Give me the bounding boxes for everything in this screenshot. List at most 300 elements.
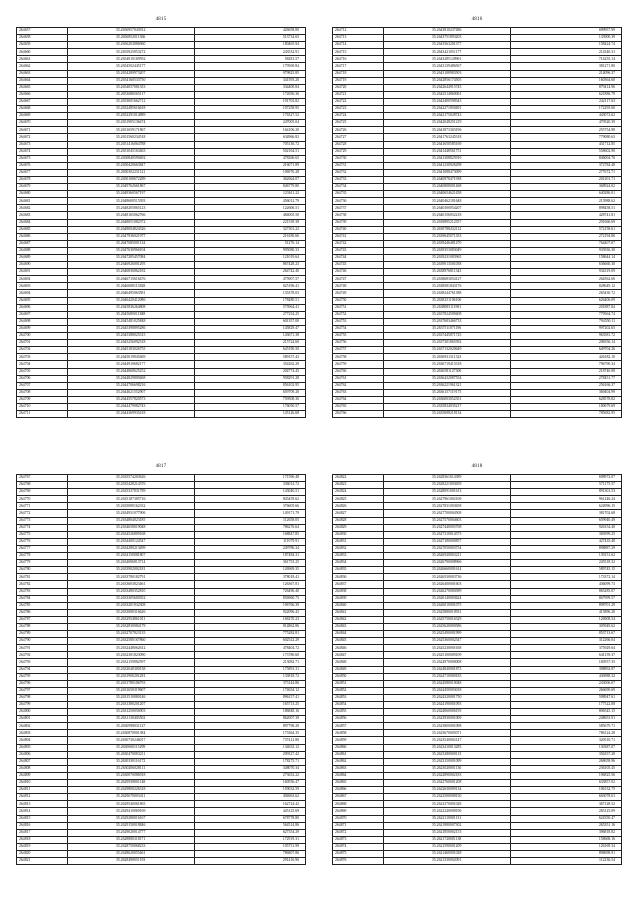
coordinate-cell: 35.2632040300138 — [67, 666, 194, 673]
value-cell: 107258.95 — [194, 106, 306, 113]
point-id-cell: 264822 — [333, 475, 384, 482]
table-row — [17, 645, 306, 652]
coordinate-cell: 35.2635834035217 — [383, 403, 510, 410]
point-id-cell: 264709 — [17, 396, 68, 403]
table-row — [17, 772, 306, 779]
table-row — [17, 503, 306, 510]
quadrant-bottom-left — [16, 464, 306, 889]
table-row — [333, 219, 622, 226]
coordinate-cell: 35.2638085111981 — [383, 304, 510, 311]
table-row — [17, 709, 306, 716]
coordinate-cell: 35.2646926001295 — [67, 262, 194, 269]
point-id-cell: 264779 — [17, 560, 68, 567]
table-row — [17, 148, 306, 155]
table-row — [17, 545, 306, 552]
value-cell: 428741.81 — [510, 212, 622, 219]
value-cell: 381702.68 — [510, 510, 622, 517]
coordinate-cell: 35.2630998031127 — [67, 723, 194, 730]
point-id-cell: 264741 — [333, 233, 384, 240]
value-cell: 794550.11 — [510, 318, 622, 325]
value-cell: 641159.37 — [510, 652, 622, 659]
point-id-cell: 264788 — [17, 623, 68, 630]
coordinate-cell: 35.2626140003624 — [383, 595, 510, 602]
coordinate-cell: 35.2649360567197 — [67, 191, 194, 198]
value-cell: 376605.66 — [194, 503, 306, 510]
value-cell: 737412.80 — [194, 737, 306, 744]
value-cell: 243532.91 — [194, 49, 306, 56]
table-row — [333, 801, 622, 808]
value-cell: 698972.07 — [510, 475, 622, 482]
point-id-cell: 264745 — [333, 262, 384, 269]
point-id-cell: 264813 — [17, 801, 68, 808]
coordinate-cell: 35.2623540002147 — [383, 737, 510, 744]
coordinate-cell: 35.2633201932308 — [67, 602, 194, 609]
coordinate-cell: 35.2629020014777 — [67, 829, 194, 836]
coordinate-cell: 35.2637132020649 — [383, 347, 510, 354]
point-id-cell: 264736 — [333, 198, 384, 205]
coordinate-cell: 35.2648004824326 — [67, 226, 194, 233]
table-row — [333, 780, 622, 787]
coordinate-cell: 35.2644910682177 — [67, 361, 194, 368]
table-row — [333, 808, 622, 815]
value-cell: 427435.48 — [510, 538, 622, 545]
point-id-cell: 264859 — [333, 737, 384, 744]
point-id-cell: 264862 — [333, 758, 384, 765]
table-row — [17, 517, 306, 524]
table-row — [333, 226, 622, 233]
coordinate-cell: 35.2626790008966 — [383, 560, 510, 567]
value-cell: 602522.29 — [194, 638, 306, 645]
table-row — [333, 836, 622, 843]
table-row — [333, 545, 622, 552]
value-cell: 786124.28 — [510, 730, 622, 737]
coordinate-cell: 35.2650420663847 — [67, 162, 194, 169]
coordinate-cell: 35.2638344761388 — [383, 290, 510, 297]
table-row — [333, 325, 622, 332]
coordinate-cell: 35.2629938801148 — [67, 780, 194, 787]
table-row — [333, 694, 622, 701]
table-row — [333, 702, 622, 709]
coordinate-cell: 35.2625100009109 — [383, 652, 510, 659]
point-id-cell: 264838 — [333, 588, 384, 595]
point-id-cell: 264734 — [333, 184, 384, 191]
value-cell: 856102.95 — [194, 382, 306, 389]
value-cell: 396818.82 — [510, 829, 622, 836]
value-cell: 714255.14 — [510, 56, 622, 63]
point-id-cell: 264727 — [333, 134, 384, 141]
value-cell: 585679.71 — [510, 723, 622, 730]
point-id-cell: 264661 — [17, 56, 68, 63]
coordinate-cell: 35.2628620055461 — [67, 850, 194, 857]
table-row — [17, 482, 306, 489]
value-cell: 273652.22 — [194, 772, 306, 779]
table-row — [17, 496, 306, 503]
table-row — [17, 354, 306, 361]
table-row — [333, 169, 622, 176]
table-row — [333, 765, 622, 772]
coordinate-cell: 35.2633603823461 — [67, 581, 194, 588]
value-cell: 139151.62 — [510, 553, 622, 560]
coordinate-cell: 35.2628221003659 — [383, 482, 510, 489]
value-cell: 172656.36 — [194, 91, 306, 98]
coordinate-cell: 35.2624840001873 — [383, 666, 510, 673]
coordinate-cell: 35.2654502445177 — [67, 63, 194, 70]
point-id-cell: 264738 — [333, 212, 384, 219]
point-id-cell: 264793 — [17, 659, 68, 666]
coordinate-cell: 35.2630600115299 — [67, 744, 194, 751]
value-cell: 445125.69 — [194, 808, 306, 815]
point-id-cell: 264692 — [17, 276, 68, 283]
value-cell: 398892.87 — [510, 666, 622, 673]
value-cell: 172919.31 — [194, 836, 306, 843]
point-id-cell: 264857 — [333, 723, 384, 730]
coordinate-cell: 35.2656852011366 — [67, 35, 194, 42]
table-row — [333, 531, 622, 538]
coordinate-cell: 35.2622890002183 — [383, 772, 510, 779]
value-cell: 159032.59 — [194, 787, 306, 794]
table-row — [17, 524, 306, 531]
value-cell: 204774.45 — [194, 368, 306, 375]
point-id-cell: 264708 — [17, 389, 68, 396]
point-id-cell: 264715 — [333, 49, 384, 56]
point-id-cell: 264749 — [333, 290, 384, 297]
value-cell: 558602.90 — [510, 148, 622, 155]
coordinate-cell: 35.2623670005071 — [383, 730, 510, 737]
value-cell: 997202.65 — [510, 325, 622, 332]
value-cell: 368924.02 — [510, 184, 622, 191]
value-cell: 215724.60 — [194, 340, 306, 347]
point-id-cell: 264805 — [17, 744, 68, 751]
quadrant-bottom-right — [332, 464, 622, 889]
table-row — [17, 226, 306, 233]
table-row — [333, 482, 622, 489]
table-row — [17, 702, 306, 709]
table-row — [17, 829, 306, 836]
coordinate-cell: 35.2647685001134 — [67, 240, 194, 247]
coordinate-cell: 35.2648051082372 — [67, 219, 194, 226]
coordinate-cell: 35.2623150001099 — [383, 758, 510, 765]
point-id-cell: 264673 — [17, 141, 68, 148]
coordinate-cell: 35.2633902002181 — [67, 567, 194, 574]
table-row — [17, 744, 306, 751]
value-cell: 856960.75 — [194, 595, 306, 602]
coordinate-cell: 35.2635574203626 — [67, 475, 194, 482]
coordinate-cell: 35.2651905136474 — [67, 120, 194, 127]
point-id-cell: 264683 — [17, 212, 68, 219]
value-cell: 175891.31 — [194, 666, 306, 673]
table-row — [333, 744, 622, 751]
coordinate-cell: 35.2652485616618 — [67, 106, 194, 113]
point-id-cell: 264660 — [17, 49, 68, 56]
coordinate-cell: 35.2641650585169 — [383, 141, 510, 148]
coordinate-cell: 35.2630870001384 — [67, 730, 194, 737]
point-id-cell: 264672 — [17, 134, 68, 141]
coordinate-cell: 35.2631380201207 — [67, 702, 194, 709]
point-id-cell: 264733 — [333, 176, 384, 183]
value-cell: 196825.56 — [510, 772, 622, 779]
coordinate-cell: 35.2627050003754 — [383, 545, 510, 552]
value-cell: 502164.51 — [194, 148, 306, 155]
point-id-cell: 264735 — [333, 191, 384, 198]
point-id-cell: 264801 — [17, 716, 68, 723]
value-cell: 196766.39 — [194, 602, 306, 609]
point-id-cell: 264823 — [333, 482, 384, 489]
coordinate-cell: 35.2644621552907 — [67, 389, 194, 396]
table-row — [333, 262, 622, 269]
value-cell: 168847.85 — [194, 531, 306, 538]
coordinate-cell: 35.2622110001131 — [383, 815, 510, 822]
point-id-cell: 264666 — [17, 91, 68, 98]
table-row — [17, 113, 306, 120]
table-row — [333, 574, 622, 581]
point-id-cell: 264695 — [17, 297, 68, 304]
coordinate-cell: 35.2623410013285 — [383, 744, 510, 751]
coordinate-table — [16, 27, 306, 418]
coordinate-cell: 35.2642400598343 — [383, 98, 510, 105]
value-cell: 165713.25 — [194, 702, 306, 709]
coordinate-cell: 35.2643751893203 — [383, 35, 510, 42]
table-row — [333, 162, 622, 169]
point-id-cell: 264765 — [333, 403, 384, 410]
value-cell: 415896.20 — [510, 609, 622, 616]
coordinate-cell: 35.2637445871725 — [383, 333, 510, 340]
coordinate-cell: 35.2621980007302 — [383, 822, 510, 829]
point-id-cell: 264675 — [17, 155, 68, 162]
point-id-cell: 264839 — [333, 595, 384, 602]
table-row — [333, 269, 622, 276]
table-row — [17, 680, 306, 687]
coordinate-cell: 35.2632448062612 — [67, 645, 194, 652]
table-row — [17, 382, 306, 389]
point-id-cell: 264771 — [17, 503, 68, 510]
value-cell: 126169.34 — [510, 843, 622, 850]
coordinate-cell: 35.2634006813714 — [67, 560, 194, 567]
table-row — [17, 716, 306, 723]
table-row — [333, 850, 622, 857]
point-id-cell: 264866 — [333, 787, 384, 794]
value-cell: 266690.69 — [510, 687, 622, 694]
coordinate-cell: 35.2651416064788 — [67, 141, 194, 148]
value-cell: 123611.22 — [194, 191, 306, 198]
coordinate-cell: 35.2635428214376 — [67, 482, 194, 489]
value-cell: 627354.29 — [194, 829, 306, 836]
value-cell: 626406.09 — [510, 297, 622, 304]
coordinate-cell: 35.2626920003211 — [383, 553, 510, 560]
value-cell: 130387.07 — [510, 744, 622, 751]
point-id-cell: 264770 — [17, 496, 68, 503]
value-cell: 145829.47 — [194, 325, 306, 332]
table-row — [333, 198, 622, 205]
point-id-cell: 264865 — [333, 780, 384, 787]
value-cell: 143046.51 — [194, 489, 306, 496]
point-id-cell: 264698 — [17, 318, 68, 325]
coordinate-cell: 35.2630070086918 — [67, 772, 194, 779]
value-cell: 247005.04 — [194, 120, 306, 127]
value-cell: 221539.39 — [194, 219, 306, 226]
point-id-cell: 264689 — [17, 255, 68, 262]
coordinate-cell: 35.2654160533750 — [67, 77, 194, 84]
point-id-cell: 264808 — [17, 765, 68, 772]
coordinate-cell: 35.2626270000589 — [383, 588, 510, 595]
coordinate-cell: 35.2622630009134 — [383, 787, 510, 794]
point-id-cell: 264804 — [17, 737, 68, 744]
coordinate-cell: 35.2638251106106 — [383, 297, 510, 304]
value-cell: 759508.30 — [194, 396, 306, 403]
coordinate-cell: 35.2640462181648 — [383, 198, 510, 205]
coordinate-cell: 35.2628750068233 — [67, 843, 194, 850]
table-row — [333, 403, 622, 410]
coordinate-cell: 35.2651045163463 — [67, 148, 194, 155]
value-cell: 699957.99 — [510, 28, 622, 35]
value-cell: 494663.62 — [194, 794, 306, 801]
value-cell: 58281.57 — [194, 56, 306, 63]
value-cell: 243006.07 — [510, 680, 622, 687]
coordinate-table — [16, 474, 306, 865]
coordinate-cell: 35.2642644915745 — [383, 84, 510, 91]
point-id-cell: 264799 — [17, 702, 68, 709]
table-row — [333, 638, 622, 645]
point-id-cell: 264746 — [333, 269, 384, 276]
table-row — [333, 233, 622, 240]
table-row — [333, 255, 622, 262]
point-id-cell: 264753 — [333, 318, 384, 325]
coordinate-cell: 35.2632830084179 — [67, 623, 194, 630]
value-cell: 106132.75 — [510, 787, 622, 794]
value-cell: 436099.73 — [510, 581, 622, 588]
point-id-cell: 264811 — [17, 787, 68, 794]
table-row — [17, 233, 306, 240]
value-cell: 180679.69 — [510, 403, 622, 410]
table-row — [333, 645, 622, 652]
table-row — [17, 673, 306, 680]
table-row — [333, 538, 622, 545]
point-id-cell: 264764 — [333, 396, 384, 403]
table-row — [17, 56, 306, 63]
coordinate-cell: 35.2637824509408 — [383, 311, 510, 318]
coordinate-cell: 35.2639446481470 — [383, 240, 510, 247]
point-id-cell: 264830 — [333, 531, 384, 538]
coordinate-cell: 35.2634931077906 — [67, 510, 194, 517]
point-id-cell: 264789 — [17, 631, 68, 638]
value-cell: 176050.57 — [194, 403, 306, 410]
point-id-cell: 264707 — [17, 382, 68, 389]
point-id-cell: 264755 — [333, 333, 384, 340]
coordinate-cell: 35.2622370001028 — [383, 801, 510, 808]
value-cell: 624350.47 — [510, 815, 622, 822]
point-id-cell: 264845 — [333, 638, 384, 645]
coordinate-cell: 35.2625620000586 — [383, 623, 510, 630]
value-cell: 213082.71 — [194, 659, 306, 666]
point-id-cell: 264742 — [333, 240, 384, 247]
point-id-cell: 264681 — [17, 198, 68, 205]
point-id-cell: 264820 — [17, 850, 68, 857]
value-cell: 764407.07 — [510, 240, 622, 247]
value-cell: 678778.80 — [194, 815, 306, 822]
value-cell: 158668.16 — [510, 836, 622, 843]
value-cell: 264562.60 — [510, 276, 622, 283]
point-id-cell: 264828 — [333, 517, 384, 524]
point-id-cell: 264834 — [333, 560, 384, 567]
value-cell: 879414.96 — [510, 84, 622, 91]
point-id-cell: 264769 — [17, 489, 68, 496]
table-row — [333, 758, 622, 765]
point-id-cell: 264861 — [333, 751, 384, 758]
point-id-cell: 264875 — [333, 850, 384, 857]
value-cell: 126908.54 — [510, 616, 622, 623]
value-cell: 979825.85 — [194, 70, 306, 77]
table-row — [333, 49, 622, 56]
point-id-cell: 264691 — [17, 269, 68, 276]
point-id-cell: 264766 — [333, 411, 384, 418]
coordinate-cell: 35.2650840590492 — [67, 155, 194, 162]
coordinate-cell: 35.2632707823135 — [67, 631, 194, 638]
table-row — [17, 602, 306, 609]
point-id-cell: 264678 — [17, 176, 68, 183]
table-row — [17, 290, 306, 297]
value-cell: 853713.67 — [510, 631, 622, 638]
value-cell: 179569.84 — [194, 63, 306, 70]
coordinate-cell: 35.2654057081353 — [67, 84, 194, 91]
coordinate-cell: 35.2623930001009 — [383, 716, 510, 723]
table-row — [17, 191, 306, 198]
table-row — [333, 304, 622, 311]
table-row — [17, 411, 306, 418]
coordinate-cell: 35.2632159882597 — [67, 659, 194, 666]
coordinate-cell: 35.2628880318171 — [67, 836, 194, 843]
table-row — [333, 375, 622, 382]
value-cell: 158424.74 — [510, 42, 622, 49]
value-cell: 634966.82 — [194, 134, 306, 141]
value-cell: 172295.60 — [510, 106, 622, 113]
point-id-cell: 264716 — [333, 56, 384, 63]
value-cell: 958291.28 — [194, 375, 306, 382]
coordinate-cell: 35.2634280213499 — [67, 545, 194, 552]
point-id-cell: 264775 — [17, 531, 68, 538]
point-id-cell: 264874 — [333, 843, 384, 850]
point-id-cell: 264870 — [333, 815, 384, 822]
point-id-cell: 264700 — [17, 333, 68, 340]
value-cell: 245518.32 — [510, 560, 622, 567]
coordinate-cell: 35.2634804023185 — [67, 517, 194, 524]
value-cell: 216071.89 — [194, 162, 306, 169]
value-cell: 845459.62 — [194, 496, 306, 503]
point-id-cell: 264717 — [333, 63, 384, 70]
coordinate-cell: 35.2630330116172 — [67, 758, 194, 765]
value-cell: 201201.71 — [510, 176, 622, 183]
coordinate-cell: 35.2628490051193 — [67, 858, 194, 865]
table-row — [17, 184, 306, 191]
table-row — [17, 403, 306, 410]
value-cell: 173372.14 — [510, 574, 622, 581]
value-cell: 426658.80 — [194, 28, 306, 35]
table-row — [333, 382, 622, 389]
table-row — [17, 375, 306, 382]
coordinate-table — [332, 27, 622, 418]
value-cell: 169557.35 — [510, 659, 622, 666]
value-cell: 375929.64 — [510, 645, 622, 652]
coordinate-cell: 35.2627570004603 — [383, 517, 510, 524]
point-id-cell: 264750 — [333, 297, 384, 304]
coordinate-cell: 35.2645680011848 — [67, 311, 194, 318]
coordinate-cell: 35.2622500008150 — [383, 794, 510, 801]
point-id-cell: 264759 — [333, 361, 384, 368]
table-row — [333, 567, 622, 574]
value-cell: 168270.23 — [194, 616, 306, 623]
value-cell: 575964.41 — [194, 304, 306, 311]
point-id-cell: 264812 — [17, 794, 68, 801]
coordinate-cell: 35.2639895212357 — [383, 219, 510, 226]
point-id-cell: 264819 — [17, 843, 68, 850]
